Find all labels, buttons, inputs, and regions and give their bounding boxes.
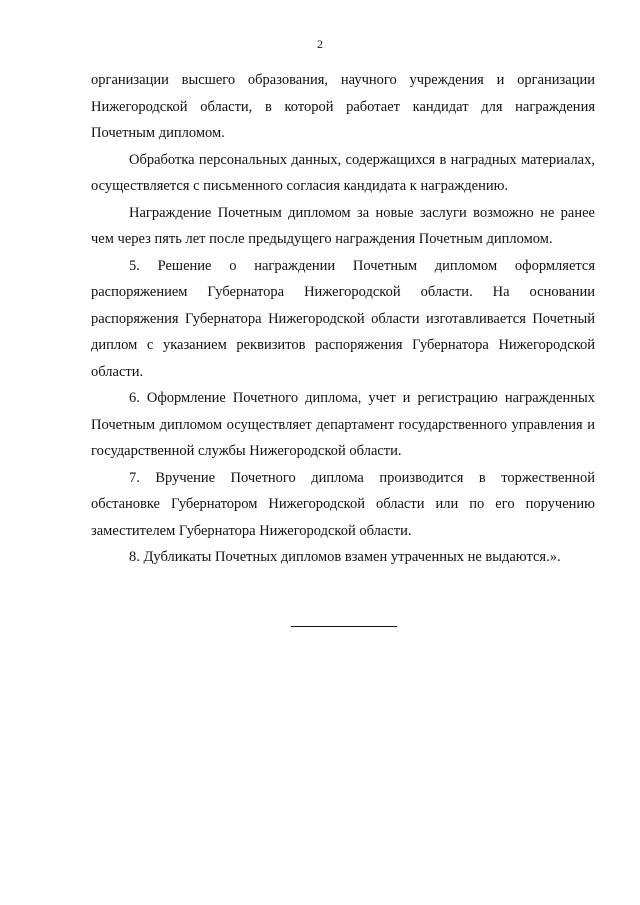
closing-divider (291, 626, 397, 627)
paragraph-item-5: 5. Решение о награждении Почетным дипломом оформляется распоряжением Губернатора Нижегородской области. На основании распоряжения Губернатора Нижегородской области изготавливается Почетный диплом с указанием реквизитов распоряжения Губернатора Нижегородской области. (91, 257, 595, 380)
paragraph-continuation: организации высшего образования, научного учреждения и организации Нижегородской области, в которой работает кандидат для награждения Почетным дипломом. (91, 72, 595, 141)
paragraph-item-6: 6. Оформление Почетного диплома, учет и регистрацию награжденных Почетным дипломом осуществляет департамент государственного управления и государственной службы Нижегородской области. (91, 390, 595, 459)
document-body (91, 67, 595, 571)
paragraph-personal-data: Обработка персональных данных, содержащихся в наградных материалах, осуществляется с письменного согласия кандидата к награждению. (91, 151, 595, 194)
paragraph-item-8: 8. Дубликаты Почетных дипломов взамен утраченных не выдаются.». (129, 549, 561, 565)
paragraph-item-7: 7. Вручение Почетного диплома производится в торжественной обстановке Губернатором Нижегородской области или по его поручению заместителем Губернатора Нижегородской области. (91, 469, 595, 539)
paragraph-repeat-award: Награждение Почетным дипломом за новые заслуги возможно не ранее чем через пять лет после предыдущего награждения Почетным дипломом. (91, 204, 595, 247)
page-number: 2 (317, 37, 323, 51)
